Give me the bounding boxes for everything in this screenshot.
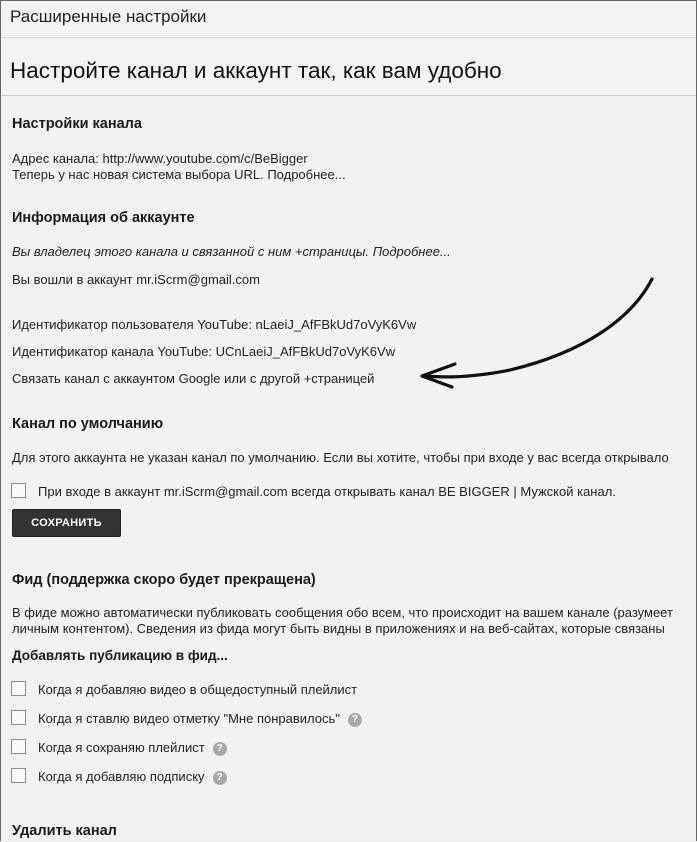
page-title: Настройте канал и аккаунт так, как вам удобно xyxy=(10,58,502,83)
default-channel-description: Для этого аккаунта не указан канал по умолчанию. Если вы хотите, чтобы при входе у вас всегда открывало xyxy=(12,450,669,465)
url-system-note[interactable]: Теперь у нас новая система выбора URL. Подробнее... xyxy=(12,167,346,182)
feed-option-label-playlist-add[interactable]: Когда я добавляю видео в общедоступный плейлист xyxy=(38,682,358,697)
youtube-user-id: Идентификатор пользователя YouTube: nLaeiJ_AfFBkUd7oVyK6Vw xyxy=(12,317,417,332)
feed-option-label-like[interactable]: Когда я ставлю видео отметку "Мне понравилось" ? xyxy=(38,711,362,727)
feed-description-line-1: В фиде можно автоматически публиковать сообщения обо всем, что происходит на вашем канале (разумеет xyxy=(12,605,673,620)
feed-option-label-subscription[interactable]: Когда я добавляю подписку ? xyxy=(38,769,227,785)
account-info-heading: Информация об аккаунте xyxy=(12,210,195,226)
signed-in-account: Вы вошли в аккаунт mr.iScrm@gmail.com xyxy=(12,272,260,287)
feed-heading: Фид (поддержка скоро будет прекращена) xyxy=(12,572,316,588)
help-icon[interactable]: ? xyxy=(213,742,227,756)
help-icon[interactable]: ? xyxy=(213,771,227,785)
delete-channel-heading: Удалить канал xyxy=(12,823,117,839)
default-channel-checkbox-label[interactable]: При входе в аккаунт mr.iScrm@gmail.com всегда открывать канал BE BIGGER | Мужской канал. xyxy=(38,484,616,499)
youtube-channel-id: Идентификатор канала YouTube: UCnLaeiJ_AfFBkUd7oVyK6Vw xyxy=(12,344,396,359)
page-header-title: Расширенные настройки xyxy=(10,7,207,26)
feed-option-label-save-playlist[interactable]: Когда я сохраняю плейлист ? xyxy=(38,740,227,756)
feed-description-line-2: личным контентом). Сведения из фида могут быть видны в приложениях и на веб-сайтах, которые связаны xyxy=(12,621,665,636)
feed-subheading: Добавлять публикацию в фид... xyxy=(12,648,228,663)
channel-address: Адрес канала: http://www.youtube.com/c/BeBigger xyxy=(12,151,308,166)
default-channel-heading: Канал по умолчанию xyxy=(12,416,164,432)
save-button[interactable]: СОХРАНИТЬ xyxy=(12,509,121,537)
link-google-account-link[interactable]: Связать канал с аккаунтом Google или с другой +страницей xyxy=(12,371,375,386)
owner-note[interactable]: Вы владелец этого канала и связанной с ним +страницы. Подробнее... xyxy=(12,244,451,259)
channel-settings-heading: Настройки канала xyxy=(12,116,142,132)
help-icon[interactable]: ? xyxy=(348,713,362,727)
